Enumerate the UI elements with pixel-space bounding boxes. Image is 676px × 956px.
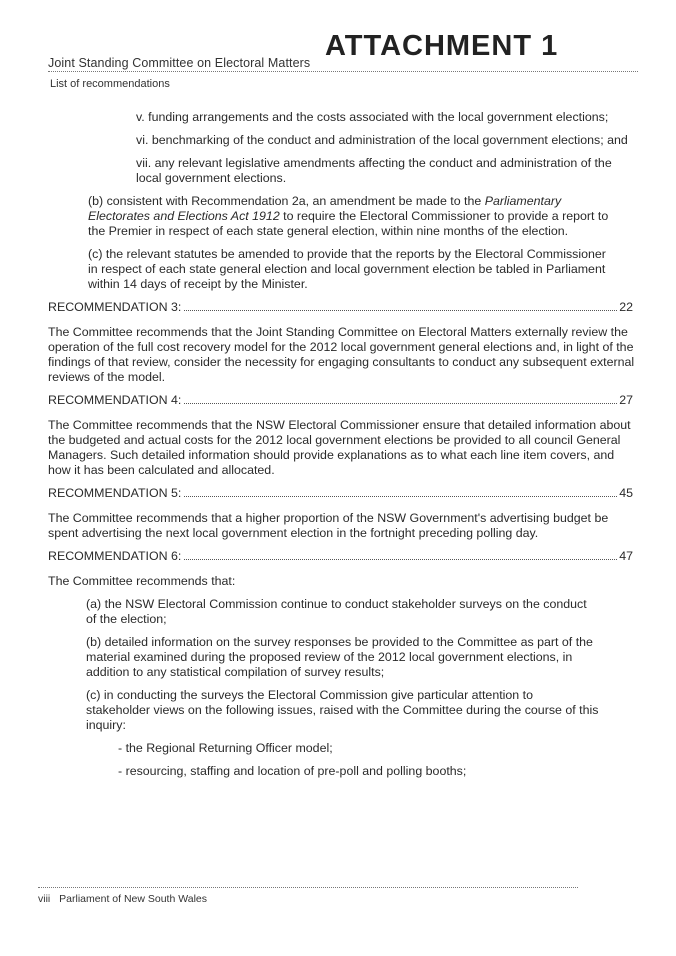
document-body (48, 110, 640, 787)
attachment-title: ATTACHMENT 1 (325, 30, 559, 62)
recommendation-6-subitem-1: - the Regional Returning Officer model; (118, 741, 333, 755)
recommendation-label: RECOMMENDATION 5: (48, 486, 182, 500)
recommendation-6-item-a: (a) the NSW Electoral Commission continue to conduct stakeholder surveys on the conduct of the election; (86, 597, 587, 626)
act-title: Parliamentary Electorates and Elections Act 1912 (88, 194, 562, 223)
footer-divider (38, 887, 578, 888)
list-item-v: v. funding arrangements and the costs associated with the local government elections; (136, 110, 609, 124)
dot-leader (184, 559, 617, 560)
page-footer (38, 893, 207, 905)
page-reference: 45 (619, 486, 633, 500)
recommendation-4-heading (48, 393, 633, 408)
section-label: List of recommendations (50, 78, 170, 90)
publisher-name: Parliament of New South Wales (59, 893, 208, 905)
recommendation-5-text: The Committee recommends that a higher proportion of the NSW Government's advertising budget be spent advertising the next local government election in the fortnight preceding polling day. (48, 511, 609, 540)
dot-leader (184, 310, 617, 311)
recommendation-6-item-c: (c) in conducting the surveys the Electoral Commission give particular attention to stakeholder views on the following issues, raised with the Committee during the course of this inquiry: (86, 688, 599, 732)
recommendation-3-text: The Committee recommends that the Joint Standing Committee on Electoral Matters externally review the operation of the full cost recovery model for the 2012 local government general elections and, in light of the findings of that review, consider the necessity for engaging consultants to conduct any subsequent external reviews of the model. (48, 325, 635, 384)
recommendation-6-intro: The Committee recommends that: (48, 574, 236, 588)
paragraph-b-rest: to require the Electoral Commissioner to provide a report to the Premier in respect of each state general election, within nine months of the election. (88, 209, 609, 238)
list-item-vi: vi. benchmarking of the conduct and administration of the local government elections; and (136, 133, 628, 147)
paragraph-b-lead: (b) consistent with Recommendation 2a, an amendment be made to the (88, 194, 485, 208)
recommendation-label: RECOMMENDATION 4: (48, 393, 182, 407)
recommendation-6-subitem-2: - resourcing, staffing and location of pre-poll and polling booths; (118, 764, 467, 778)
page-reference: 47 (619, 549, 633, 563)
recommendation-5-heading (48, 486, 633, 501)
paragraph-c: (c) the relevant statutes be amended to provide that the reports by the Electoral Commissioner in respect of each state general election and local government election be tabled in Parliament within 14 days of receipt by the Minister. (88, 247, 606, 291)
page-number: viii (38, 893, 51, 905)
recommendation-6-item-b: (b) detailed information on the survey responses be provided to the Committee as part of the material examined during the proposed review of the 2012 local government elections, in addition to any statistical compilation of survey results; (86, 635, 593, 679)
paragraph-b (88, 194, 610, 239)
recommendation-4-text: The Committee recommends that the NSW Electoral Commissioner ensure that detailed information about the budgeted and actual costs for the 2012 local government elections be provided to all council General Managers. Such detailed information should provide explanations as to what each line item covers, and how it has been calculated and allocated. (48, 418, 631, 477)
header-divider (48, 71, 638, 72)
recommendation-6-heading (48, 549, 633, 564)
dot-leader (184, 403, 617, 404)
list-item-vii: vii. any relevant legislative amendments affecting the conduct and administration of the local government elections. (136, 156, 612, 185)
recommendation-3-heading (48, 300, 633, 315)
recommendation-label: RECOMMENDATION 3: (48, 300, 182, 314)
recommendation-label: RECOMMENDATION 6: (48, 549, 182, 563)
committee-name: Joint Standing Committee on Electoral Matters (48, 56, 311, 70)
page-reference: 27 (619, 393, 633, 407)
page-reference: 22 (619, 300, 633, 314)
dot-leader (184, 496, 617, 497)
